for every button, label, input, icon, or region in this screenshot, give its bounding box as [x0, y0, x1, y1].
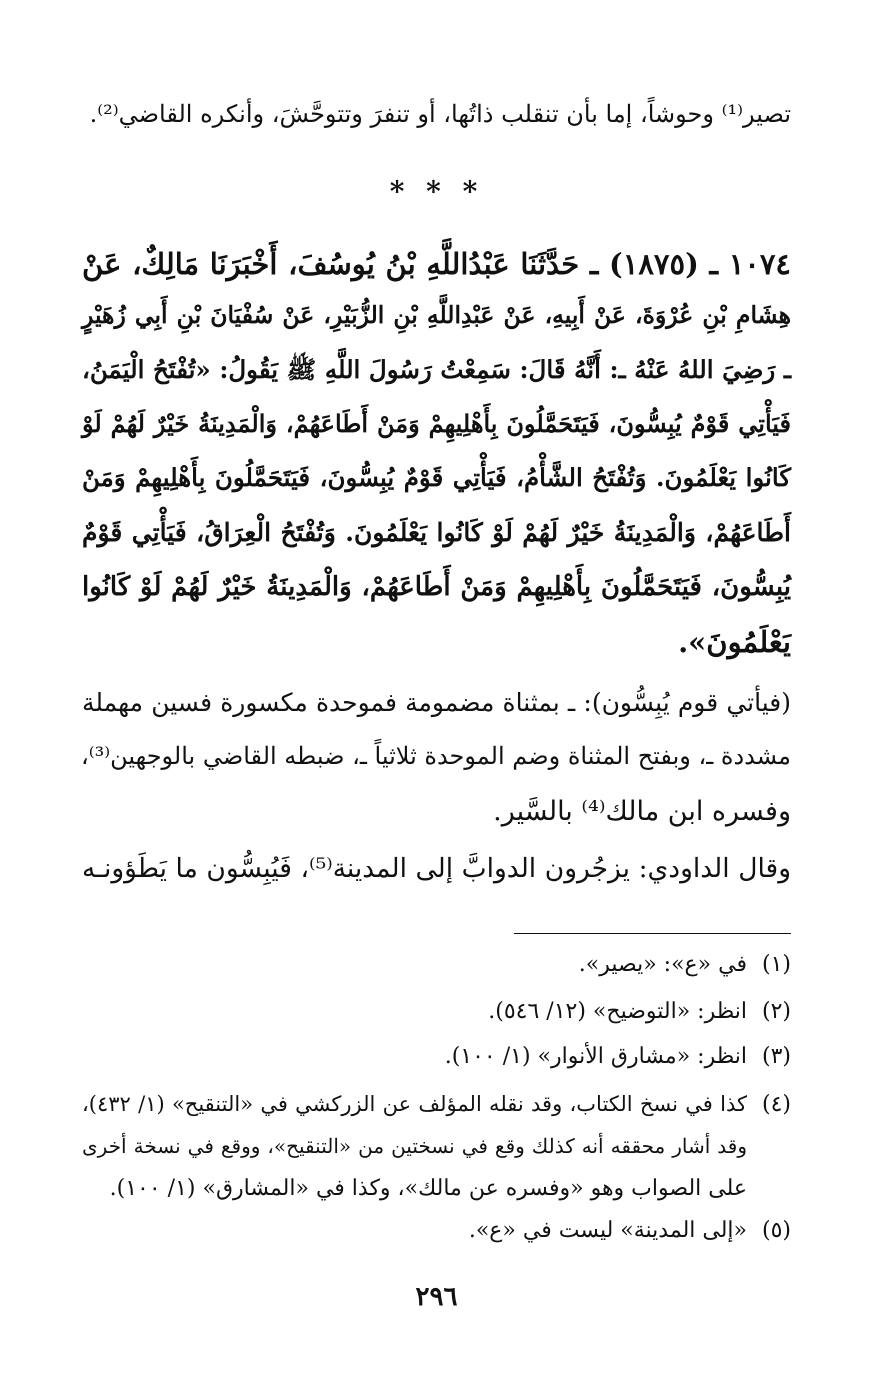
footnote-text: كذا في نسخ الكتاب، وقد نقله المؤلف عن الزركشي في «التنقيح» (١/ ٤٣٢)،: [82, 1092, 747, 1116]
footnote-3: [82, 1044, 791, 1069]
section-separator: * * *: [389, 175, 484, 208]
commentary-line: وقال الداودي: يزجُرون الدوابَّ إلى المدينة⁽⁵⁾، فَيُبِسُّون ما يَطَؤونـه: [82, 853, 791, 884]
commentary-line: وفسره ابن مالك⁽⁴⁾ بالسَّير.: [493, 796, 791, 827]
commentary-line: (فيأتي قوم يُبِسُّون): ـ بمثناة مضمومة فموحدة مكسورة فسين مهملة: [82, 688, 791, 717]
footnote-text: وقد أشار محققه أنه كذلك وقع في نسختين من «التنقيح»، ووقع في نسخة أخرى: [82, 1134, 747, 1158]
hadith-line: يَعْلَمُونَ».: [678, 625, 791, 659]
hadith-line: هِشَامِ بْنِ عُرْوَةَ، عَنْ أَبِيهِ، عَنْ عَبْدِاللَّهِ بْنِ الزُّبَيْرِ، عَنْ سُفْيَانَ بْنِ أَبِي زُهَيْرٍ: [82, 301, 791, 329]
footnote-2: [82, 999, 791, 1024]
footnote-text: انظر: «التوضيح» (١٢/ ٥٤٦).: [488, 999, 747, 1024]
footnote-number: (٤): [761, 1092, 791, 1117]
footnote-text: انظر: «مشارق الأنوار» (١/ ١٠٠).: [444, 1044, 747, 1069]
commentary-line: مشددة ـ، وبفتح المثناة وضم الموحدة ثلاثياً ـ، ضبطه القاضي بالوجهين⁽³⁾،: [80, 742, 791, 770]
hadith-line: ١٠٧٤ ـ (١٨٧٥) ـ حَدَّثَنَا عَبْدُاللَّهِ بْنُ يُوسُفَ، أَخْبَرَنَا مَالِكٌ، عَنْ: [82, 247, 791, 281]
footnote-rule: [514, 933, 791, 934]
footnote-text: على الصواب وهو «وفسره عن مالك»، وكذا في «المشارق» (١/ ١٠٠).: [109, 1176, 747, 1201]
hadith-line: ـ رَضِيَ اللهُ عَنْهُ ـ: أَنَّهُ قَالَ: سَمِعْتُ رَسُولَ اللَّهِ ﷺ يَقُولُ: «تُفْتَحُ الْيَمَنُ،: [82, 355, 791, 384]
hadith-line: أَطَاعَهُمْ، وَالْمَدِينَةُ خَيْرٌ لَهُمْ لَوْ كَانُوا يَعْلَمُونَ. وَتُفْتَحُ الْعِرَاقُ، فَيَأْتِي قَوْمٌ: [82, 518, 791, 547]
footnote-1: [82, 952, 791, 977]
footnote-text: «إلى المدينة» ليست في «ع».: [468, 1218, 747, 1243]
hadith-line: يُبِسُّونَ، فَيَتَحَمَّلُونَ بِأَهْلِيهِمْ وَمَنْ أَطَاعَهُمْ، وَالْمَدِينَةُ خَيْرٌ لَهُمْ لَوْ كَانُوا: [82, 572, 791, 602]
page-number: ٢٩٦: [415, 1282, 458, 1312]
footnote-text: في «ع»: «يصير».: [578, 952, 747, 977]
footnote-number: (٣): [761, 1044, 791, 1069]
footnote-number: (٥): [761, 1218, 791, 1243]
intro-line: تصير⁽¹⁾ وحوشاً، إما بأن تنقلب ذاتُها، أو تنفرَ وتتوحَّشَ، وأنكره القاضي⁽²⁾.: [89, 100, 791, 128]
footnote-number: (١): [761, 952, 791, 977]
footnote-number: (٢): [761, 999, 791, 1024]
footnote-5: [82, 1218, 791, 1243]
hadith-line: كَانُوا يَعْلَمُونَ. وَتُفْتَحُ الشَّأْمُ، فَيَأْتِي قَوْمٌ يُبِسُّونَ، فَيَتَحَمَّلُونَ بِأَهْلِيهِمْ وَمَنْ: [82, 463, 791, 492]
hadith-line: فَيَأْتِي قَوْمٌ يُبِسُّونَ، فَيَتَحَمَّلُونَ بِأَهْلِيهِمْ وَمَنْ أَطَاعَهُمْ، وَالْمَدِينَةُ خَيْرٌ لَهُمْ لَوْ: [82, 409, 791, 438]
